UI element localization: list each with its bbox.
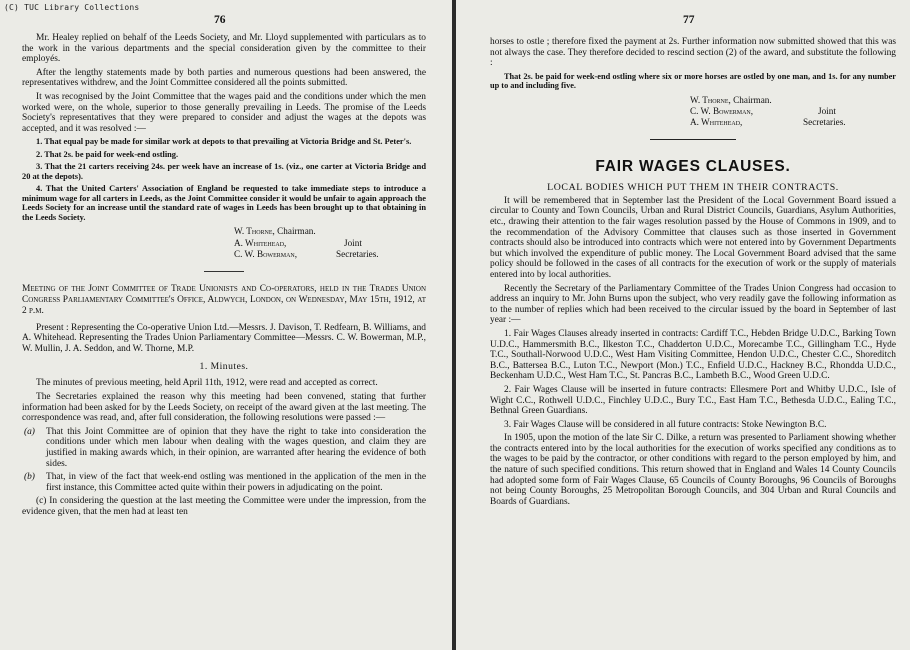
signatory-role: Joint [818,106,836,116]
resolution-item: 2. That 2s. be paid for week-end ostling. [36,149,179,159]
watermark: (C) TUC Library Collections [4,3,140,12]
section-divider [650,139,736,140]
resolution-b [22,472,426,493]
minutes-heading: 1. Minutes. [199,361,249,373]
signatory-name: W. Thorne, [690,94,731,105]
signatory-role: Chairman. [733,94,772,105]
page-number-right: 77 [683,14,695,26]
resolutions-list [22,137,426,222]
paragraph: In 1905, upon the motion of the late Sir C. Dilke, a return was presented to Parliament showing whether the contracts entered into by the local authorities for the execution of works specified any conditions as to the wages to be paid by the contractor, or other conditions with regard to the person employed by him, and the nature of such specified conditions. This return showed that in England and Wales 14 County Councils had adopted some form of Fair Wages Clause, 65 Councils of County Boroughs, 96 Councils of Boroughs not being County Boroughs, 25 Metropolitan Borough Councils, and 304 Urban and Rural Councils and Boards of Guardians. [490,433,896,507]
paragraph: (c) In considering the question at the last meeting the Committee were under the impression, from the evidence given, that the men had at least ten [22,496,426,517]
paragraph: After the lengthy statements made by both parties and numerous questions had been answered, the representatives withdrew, and the Joint Committee considered all the points submitted. [22,67,426,89]
signature-block [234,226,426,260]
signature-block [690,95,896,129]
signatory-role: Secretaries. [336,249,379,260]
resolution-text: That 2s. be paid for week-end ostling where six or more horses are ostled by one man, and 1s. for any number up to and including five. [490,71,896,91]
paragraph: Recently the Secretary of the Parliamentary Committee of the Trades Union Congress had occasion to address an inquiry to Mr. John Burns upon the subject, who very readily gave the following information as to the number of replies which had been received to the circular issued by the board in September of last year :— [490,283,896,326]
present-paragraph: Present : Representing the Co-operative Union Ltd.—Messrs. J. Davison, T. Redfearn, B. Williams, and A. Whitehead. Representing the Trades Union Parliamentary Committee—Messrs. C. W. Bowerman, M.P., W. Mullin, J. A. Seddon, and W. Thorne, M.P. [22,322,426,354]
resolution-item: 4. That the United Carters' Association of England be requested to take immediate steps to introduce a minimum wage for all carters in Leeds, as the Joint Committee consider it would be unfair to again approach the Leeds Society for an increase until the standard rate of wages in Leeds has been brought up to that obtaining in the Leeds Society. [22,184,426,222]
resolution-item: 1. That equal pay be made for similar work at depots to that prevailing at Victoria Bridge and St. Peter's. [36,137,412,147]
item-label: (b) [24,472,35,483]
signatory-name: C. W. Bowerman, [690,106,754,116]
item-text: That, in view of the fact that week-end ostling was mentioned in the application of the men in the first instance, this Committee acted quite within their powers in adjudicating on the point. [46,472,426,493]
paragraph: The Secretaries explained the reason why this meeting had been convened, stating that further information had been asked for by the Leeds Society, on receipt of the award given at the last meeting. The correspondence was read, and, after full consideration, the following resolutions were passed :— [22,391,426,424]
left-page [0,0,452,650]
item-text: That this Joint Committee are of opinion that they have the right to take into consideration the conditions under which men labour when dealing with the wages question, and claim they are justified in making awards which, in their opinion, are warranted after hearing the evidence of both sides. [46,426,426,469]
resolution-item: 3. That the 21 carters receiving 24s. per week have an increase of 1s. (viz., one carter at Victoria Bridge and 20 at the depots). [22,162,426,181]
page-number-left: 76 [214,14,226,26]
section-subtitle: LOCAL BODIES WHICH PUT THEM IN THEIR CONTRACTS. [547,181,839,193]
signatory-role: Chairman. [277,226,316,237]
paragraph: 1. Fair Wages Clauses already inserted in contracts: Cardiff T.C., Hebden Bridge U.D.C., Barking Town U.D.C., Hammersmith B.C., Ilkeston T.C., Chadderton U.D.C., Morecambe T.C., Gillingham T.C., Hyde T.C., Southall-Norwood U.D.C., West Ham Visiting Committee, Hendon U.D.C., Chester C.C., Shoreditch B.C., Battersea B.C., Luton T.C., Newport (Mon.) T.C., Enfield U.D.C., Hackney B.C., Rhondda U.D.C., Beckenham U.D.C., West Ham T.C., St. Pancras B.C., Lambeth B.C., Wood Green U.D.C. [490,328,896,382]
signatory-role: Joint [344,237,362,248]
paragraph: Mr. Healey replied on behalf of the Leeds Society, and Mr. Lloyd supplemented with particulars as to the work in the various departments and the special consideration given by the committee to their employés. [22,33,426,65]
section-divider [204,271,244,272]
right-page [456,0,910,650]
signatory-name: A. Whitehead, [690,117,743,128]
section-title: FAIR WAGES CLAUSES. [595,157,791,175]
item-label: (a) [24,426,35,437]
paragraph: 2. Fair Wages Clause will be inserted in future contracts: Ellesmere Port and Whitby U.D.C., Isle of Wight C.C., Rothwell U.D.C., Finchley U.D.C., Bury T.C., East Ham T.C., Bethesda U.D.C., Ealing T.C., Bethnal Green Guardians. [490,384,896,417]
paragraph: 3. Fair Wages Clause will be considered in all future contracts: Stoke Newington B.C. [504,419,827,430]
paragraph: It will be remembered that in September last the President of the Local Government Board issued a circular to County and Town Councils, Urban and Rural District Councils, Guardians, Asylum Authorities, etc., drawing their attention to the fair wages resolution passed by the House of Commons in 1909, and to the recommendation of the Advisory Committee that clauses such as those inserted in Government contracts should also be introduced into contracts which were not entered into by Government Departments but which involved the expenditure of public money. The Local Government Board advised that the same policy should be followed in the cases of all contracts for the execution of work or the supply of materials entered into by local authorities. [490,195,896,280]
paragraph: horses to ostle ; therefore fixed the payment at 2s. Further information now submitted showed that this was not always the case. They therefore decided to rescind section (2) of the award, and substitute the following : [490,37,896,69]
signatory-name: W. Thorne, [234,226,275,237]
paragraph: The minutes of previous meeting, held April 11th, 1912, were read and accepted as correct. [36,378,378,389]
signatory-name: A. Whitehead, [234,237,287,248]
meeting-heading: Meeting of the Joint Committee of Trade Unionists and Co-operators, held in the Trades Union Congress Parliamentary Committee's Office, Aldwych, London, on Wednesday, May 15th, 1912, at 2 p.m. [22,283,426,316]
paragraph: It was recognised by the Joint Committee that the wages paid and the conditions under which the men worked were, on the whole, superior to those generally prevailing in Leeds. The promise of the Leeds Society's representatives that they were prepared to consider and adjust the wages at the depots was accepted, and it was resolved :— [22,91,426,134]
signatory-name: C. W. Bowerman, [234,249,298,260]
signatory-role: Secretaries. [803,117,846,128]
resolution-a [22,427,426,469]
